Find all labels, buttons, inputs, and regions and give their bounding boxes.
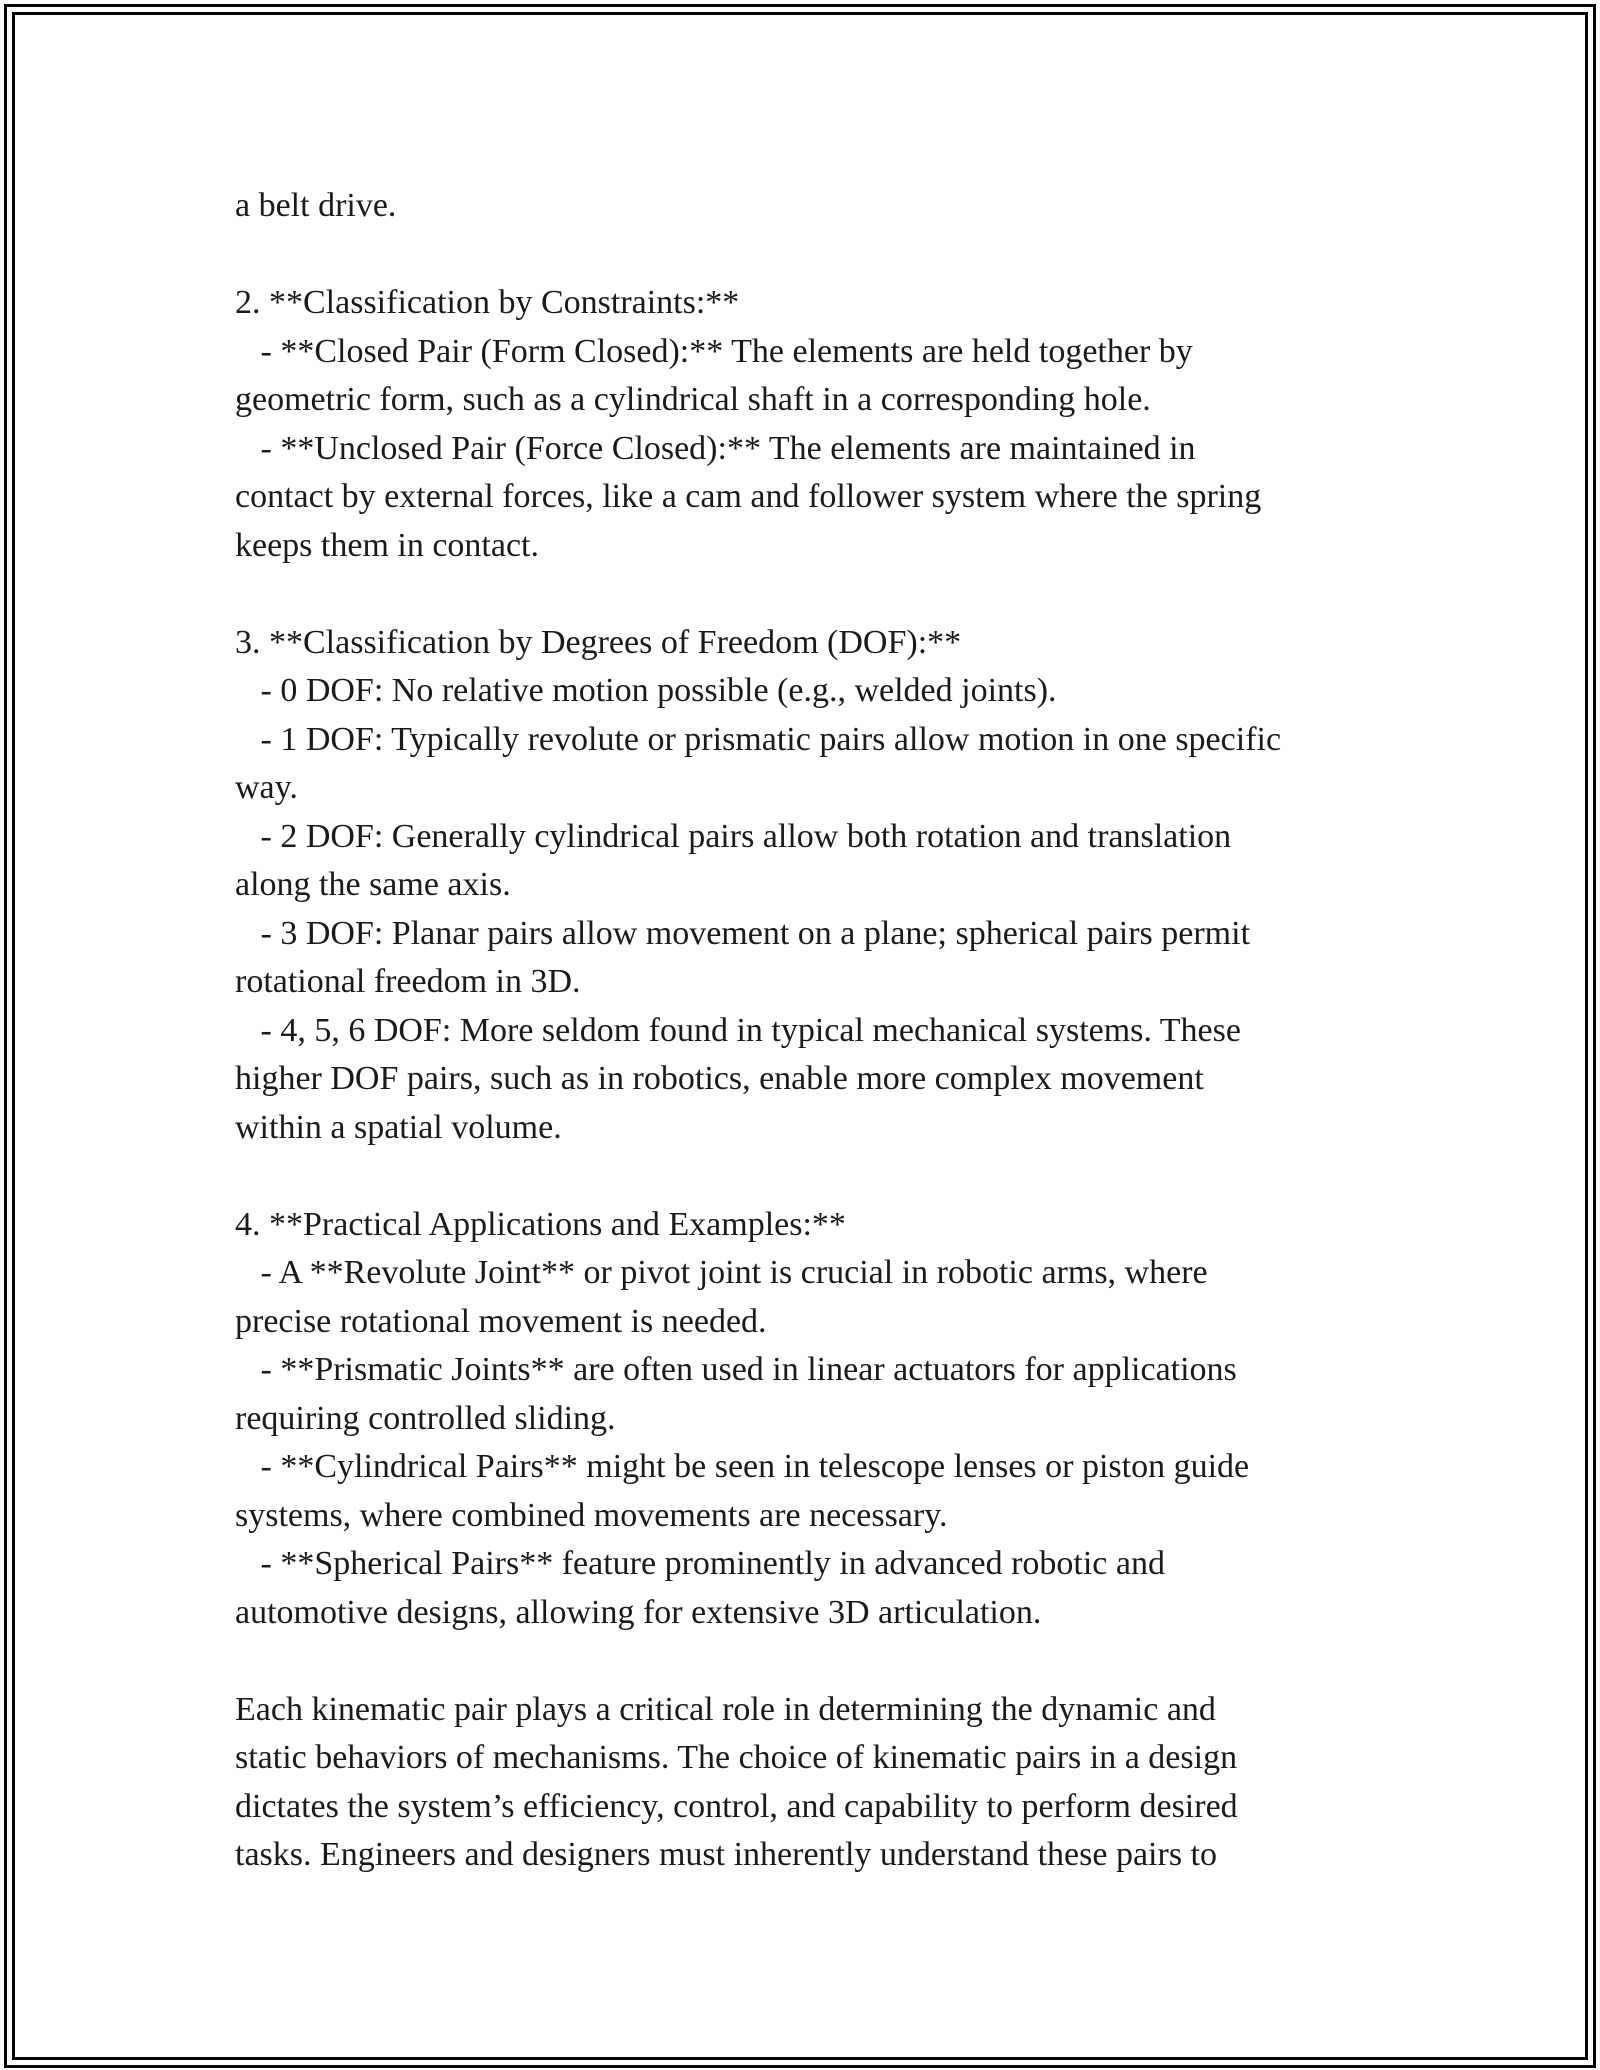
- paragraph-line: static behaviors of mechanisms. The choice of kinematic pairs in a design: [235, 1739, 1238, 1776]
- text-line: systems, where combined movements are necessary.: [235, 1496, 948, 1534]
- text-line: - A **Revolute Joint** or pivot joint is crucial in robotic arms, where: [235, 1254, 1208, 1291]
- text-line: - **Cylindrical Pairs** might be seen in telescope lenses or piston guide: [235, 1448, 1250, 1485]
- blank-line: [235, 1152, 1395, 1201]
- text-line: - 2 DOF: Generally cylindrical pairs allow both rotation and translation: [235, 817, 1232, 855]
- text-line: - 4, 5, 6 DOF: More seldom found in typical mechanical systems. These: [235, 1011, 1241, 1049]
- text-line: requiring controlled sliding.: [235, 1399, 616, 1437]
- blank-line: [235, 1637, 1395, 1686]
- text-line: way.: [235, 769, 298, 806]
- text-line: a belt drive.: [235, 187, 397, 224]
- paragraph-line: tasks. Engineers and designers must inherently understand these pairs to: [235, 1836, 1217, 1873]
- text-line: automotive designs, allowing for extensive 3D articulation.: [235, 1593, 1042, 1631]
- text-line: higher DOF pairs, such as in robotics, enable more complex movement: [235, 1060, 1204, 1097]
- text-line: precise rotational movement is needed.: [235, 1302, 767, 1340]
- blank-line: [235, 231, 1395, 280]
- section-heading: 4. **Practical Applications and Examples:**: [235, 1205, 846, 1243]
- text-line: - 1 DOF: Typically revolute or prismatic pairs allow motion in one specific: [235, 720, 1282, 758]
- text-line: rotational freedom in 3D.: [235, 963, 581, 1000]
- text-line: - 0 DOF: No relative motion possible (e.g., welded joints).: [235, 672, 1057, 709]
- text-line: along the same axis.: [235, 866, 511, 903]
- section-heading: 3. **Classification by Degrees of Freedom (DOF):**: [235, 623, 962, 661]
- text-line: - 3 DOF: Planar pairs allow movement on a plane; spherical pairs permit: [235, 914, 1251, 952]
- text-line: geometric form, such as a cylindrical shaft in a corresponding hole.: [235, 381, 1151, 418]
- section-heading: 2. **Classification by Constraints:**: [235, 284, 740, 321]
- paragraph-line: Each kinematic pair plays a critical role in determining the dynamic and: [235, 1690, 1216, 1728]
- text-line: within a spatial volume.: [235, 1108, 562, 1146]
- blank-line: [235, 570, 1395, 619]
- document-body: [235, 182, 1395, 1880]
- text-line: contact by external forces, like a cam and follower system where the spring: [235, 478, 1262, 515]
- text-line: - **Closed Pair (Form Closed):** The elements are held together by: [235, 332, 1193, 370]
- paragraph-line: dictates the system’s efficiency, control, and capability to perform desired: [235, 1787, 1238, 1825]
- text-line: keeps them in contact.: [235, 526, 540, 564]
- text-line: - **Prismatic Joints** are often used in linear actuators for applications: [235, 1351, 1237, 1388]
- text-line: - **Spherical Pairs** feature prominently in advanced robotic and: [235, 1545, 1165, 1582]
- text-line: - **Unclosed Pair (Force Closed):** The elements are maintained in: [235, 429, 1196, 467]
